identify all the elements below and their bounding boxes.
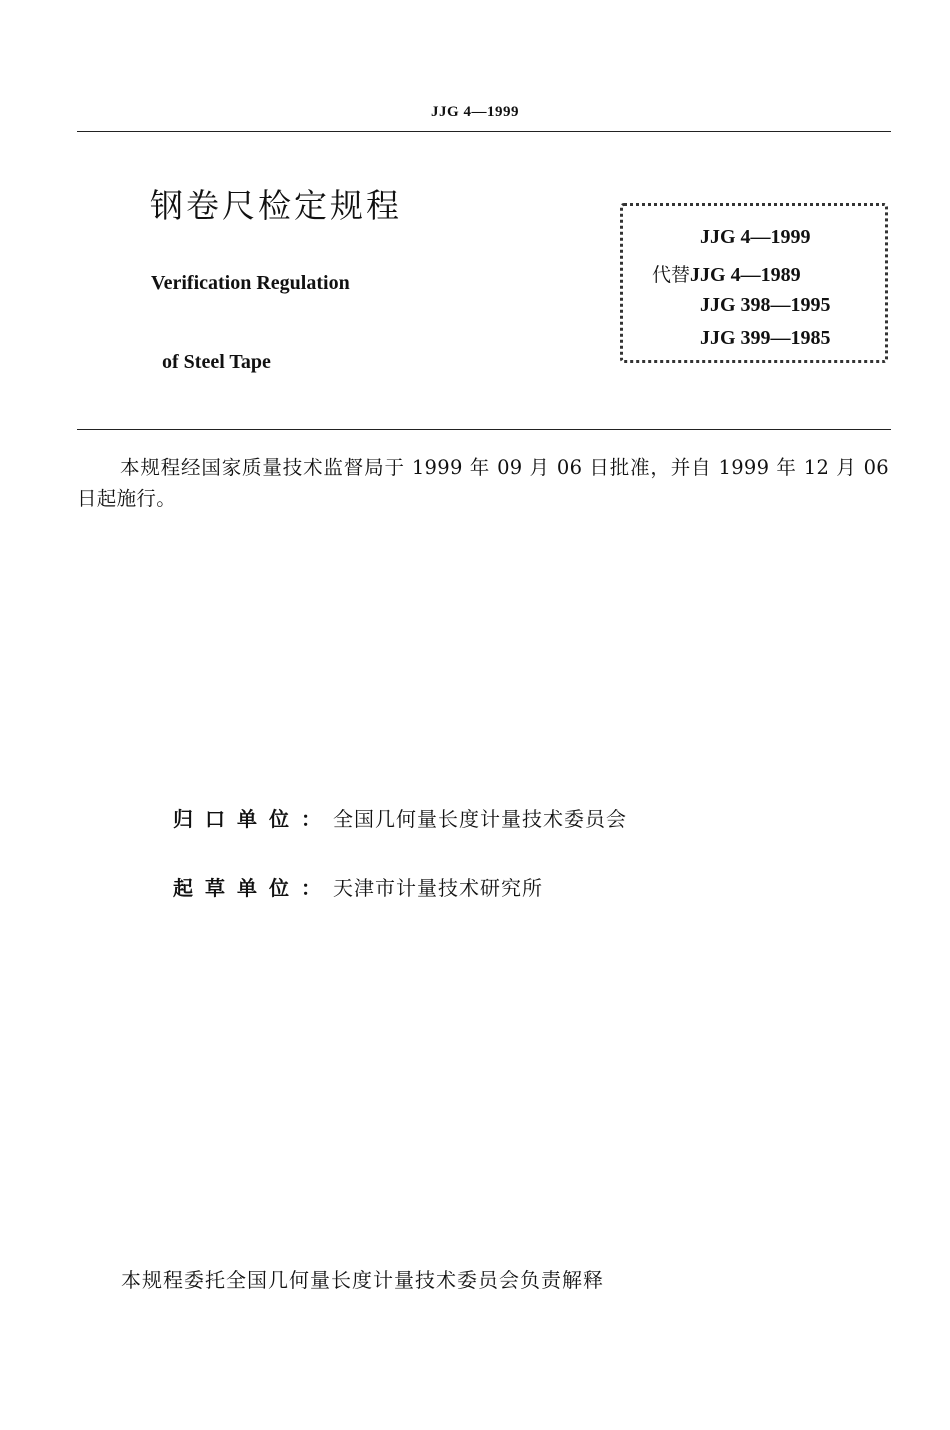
replaced-code-2: JJG 398—1995 bbox=[700, 294, 831, 316]
title-english-line1: Verification Regulation bbox=[151, 272, 350, 294]
responsible-unit-label: 归口单位： bbox=[173, 807, 333, 831]
standard-code-box bbox=[620, 203, 888, 363]
drafting-unit-label: 起草单位： bbox=[173, 876, 333, 900]
top-divider bbox=[77, 131, 891, 132]
title-chinese: 钢卷尺检定规程 bbox=[150, 186, 402, 225]
drafting-unit-row bbox=[173, 872, 543, 901]
replaced-code-1: JJG 4—1989 bbox=[690, 264, 801, 286]
approval-statement: 本规程经国家质量技术监督局于 1999 年 09 月 06 日批准，并自 1999 年 12 月 06 日起施行。 bbox=[77, 456, 889, 510]
replaces-label: 代替 bbox=[652, 264, 691, 286]
title-english-line2: of Steel Tape bbox=[162, 351, 271, 373]
responsible-unit-row bbox=[173, 803, 627, 832]
replaces-line bbox=[623, 260, 914, 287]
drafting-unit-value: 天津市计量技术研究所 bbox=[333, 876, 543, 900]
current-code: JJG 4—1999 bbox=[700, 226, 811, 248]
responsible-unit-value: 全国几何量长度计量技术委员会 bbox=[333, 807, 627, 831]
interpretation-note: 本规程委托全国几何量长度计量技术委员会负责解释 bbox=[121, 1268, 604, 1292]
replaced-code-3: JJG 399—1985 bbox=[700, 327, 831, 349]
middle-divider bbox=[77, 429, 891, 430]
header-standard-code: JJG 4—1999 bbox=[431, 104, 519, 120]
